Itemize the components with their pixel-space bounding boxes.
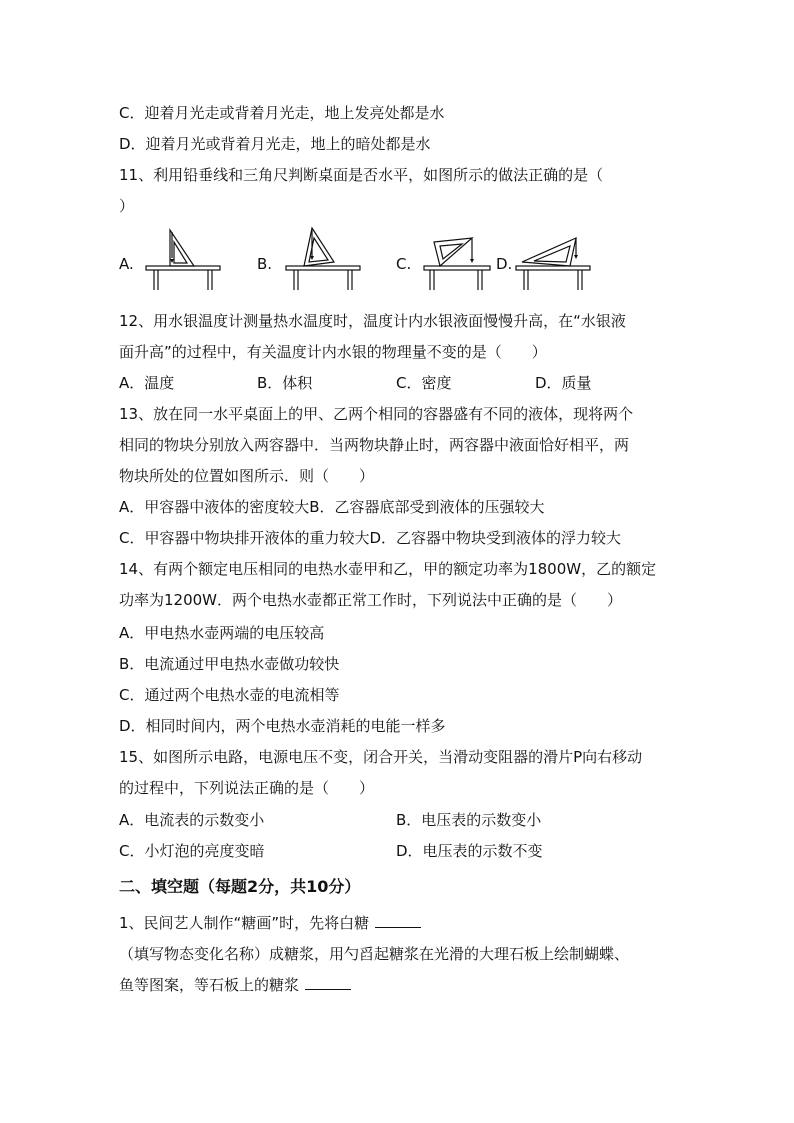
q10-option-d: D．迎着月光或背着月光走，地上的暗处都是水 [119,135,431,153]
table-top [146,266,220,270]
q12-stem: 12、用水银温度计测量热水温度时，温度计内水银液面慢慢升高，在“水银液 [119,312,626,330]
q11-option-d-label: D. [496,255,513,273]
q14-option-c: C．通过两个电热水壶的电流相等 [119,686,340,704]
q11-figure-b [284,226,364,292]
q14-stem: 14、有两个额定电压相同的电热水壶甲和乙，甲的额定功率为1800W，乙的额定 [119,560,657,578]
q11-option-a-label: A. [119,255,134,273]
q14-option-a: A．甲电热水壶两端的电压较高 [119,624,325,642]
q15-option-c: C．小灯泡的亮度变暗 [119,842,265,860]
q13-options-ab: A．甲容器中液体的密度较大B．乙容器底部受到液体的压强较大 [119,498,545,516]
q12-option-c: C．密度 [396,374,452,392]
q15-option-d: D．电压表的示数不变 [396,842,543,860]
q11-stem: 11、利用铅垂线和三角尺判断桌面是否水平，如图所示的做法正确的是（ [119,166,604,184]
q11-option-b-label: B. [257,255,273,273]
answer-blank-2[interactable] [305,975,351,990]
q10-option-c: C．迎着月光走或背着月光走，地上发亮处都是水 [119,104,445,122]
fill1-line-1 [119,913,421,933]
fill1-line-2: （填写物态变化名称）成糖浆，用勺舀起糖浆在光滑的大理石板上绘制蝴蝶、 [119,945,630,963]
q12-option-a: A．温度 [119,374,175,392]
q11-figure-c [422,226,494,292]
q12-stem-cont: 面升高”的过程中，有关温度计内水银的物理量不变的是（ ） [119,343,547,361]
q11-figure-d [514,226,594,292]
fill1-text-3: 鱼等图案，等石板上的糖浆 [119,976,300,994]
fill1-text-1: 1、民间艺人制作“糖画”时，先将白糖 [119,914,370,932]
q13-options-cd: C．甲容器中物块排开液体的重力较大D．乙容器中物块受到液体的浮力较大 [119,529,622,547]
q14-option-b: B．电流通过甲电热水壶做功较快 [119,655,340,673]
answer-blank-1[interactable] [375,913,421,928]
q12-option-d: D．质量 [535,374,592,392]
q15-stem-cont: 的过程中，下列说法正确的是（ ） [119,779,375,797]
q15-option-b: B．电压表的示数变小 [396,811,542,829]
fill1-line-3 [119,975,351,995]
q14-stem-cont: 功率为1200W．两个电热水壶都正常工作时，下列说法中正确的是（ ） [119,591,623,609]
q15-stem: 15、如图所示电路，电源电压不变，闭合开关，当滑动变阻器的滑片P向右移动 [119,748,643,766]
section-title: 二、填空题（每题2分，共10分） [119,877,361,896]
q15-option-a: A．电流表的示数变小 [119,811,265,829]
q12-option-b: B．体积 [257,374,313,392]
q14-option-d: D．相同时间内，两个电热水壶消耗的电能一样多 [119,717,446,735]
q11-option-c-label: C. [396,255,412,273]
q13-stem-cont-1: 相同的物块分别放入两容器中．当两物块静止时，两容器中液面恰好相平，两 [119,436,630,454]
q11-figure-a [144,226,224,292]
q11-stem-cont: ） [119,197,135,215]
q13-stem-cont-2: 物块所处的位置如图所示．则（ ） [119,467,375,485]
q13-stem: 13、放在同一水平桌面上的甲、乙两个相同的容器盛有不同的液体，现将两个 [119,405,634,423]
